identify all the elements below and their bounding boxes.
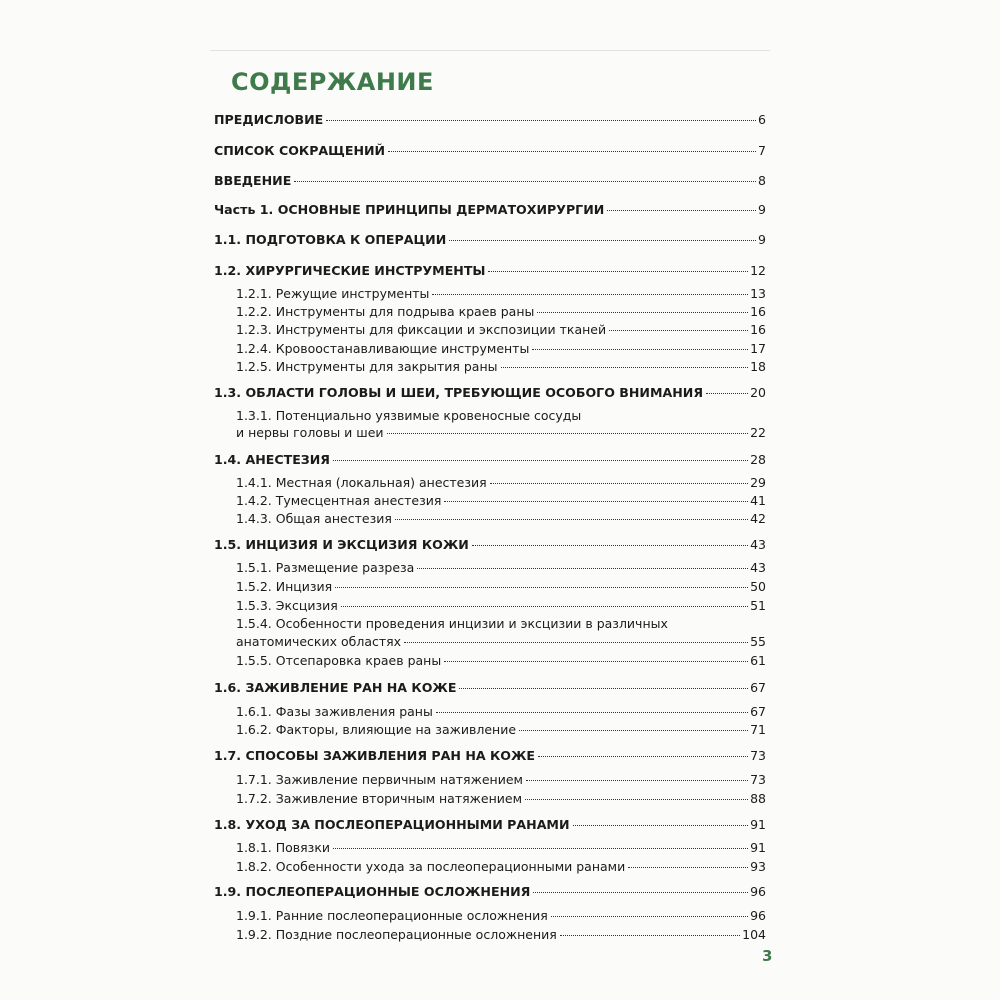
toc-entry-page: 9 <box>758 232 766 247</box>
toc-entry-label: 1.7.1. Заживление первичным натяжением <box>236 772 523 787</box>
toc-entry-label: 1.4.2. Тумесцентная анестезия <box>236 493 442 508</box>
toc-entry-label: 1.9. ПОСЛЕОПЕРАЦИОННЫЕ ОСЛОЖНЕНИЯ <box>214 884 531 899</box>
leader-dots <box>526 780 748 781</box>
toc-entry-page: 67 <box>750 680 766 695</box>
leader-dots <box>560 935 740 936</box>
toc-entry-page: 73 <box>750 748 766 763</box>
toc-entry-page: 42 <box>750 511 766 526</box>
toc-subentry[interactable] <box>236 286 766 302</box>
toc-entry-page: 16 <box>750 322 766 337</box>
toc-subentry[interactable] <box>236 304 766 320</box>
toc-entry-page: 91 <box>750 817 766 832</box>
toc-subentry[interactable] <box>236 704 766 720</box>
leader-dots <box>335 587 748 588</box>
leader-dots <box>432 294 748 295</box>
toc-entry-label: 1.1. ПОДГОТОВКА К ОПЕРАЦИИ <box>214 232 447 247</box>
leader-dots <box>501 367 749 368</box>
leader-dots <box>395 519 748 520</box>
toc-entry-label: 1.9.2. Поздние послеоперационные осложнения <box>236 927 557 942</box>
toc-entry-page: 41 <box>750 493 766 508</box>
toc-entry-page: 20 <box>750 385 766 400</box>
leader-dots <box>533 892 748 893</box>
toc-entry-page: 55 <box>750 634 766 649</box>
toc-entry-page: 93 <box>750 859 766 874</box>
toc-entry[interactable] <box>214 143 766 159</box>
toc-entry-label: 1.3. ОБЛАСТИ ГОЛОВЫ И ШЕИ, ТРЕБУЮЩИЕ ОСОБОГО ВНИМАНИЯ <box>214 385 704 400</box>
toc-entry-page: 8 <box>758 173 766 188</box>
toc-subentry[interactable] <box>236 359 766 375</box>
toc-entry-page: 9 <box>758 202 766 217</box>
toc-entry-label: СПИСОК СОКРАЩЕНИЙ <box>214 143 386 158</box>
toc-entry[interactable] <box>214 884 766 900</box>
toc-entry-label: 1.2.3. Инструменты для фиксации и экспозиции тканей <box>236 322 607 337</box>
leader-dots <box>404 642 748 643</box>
toc-entry-page: 104 <box>742 927 766 942</box>
leader-dots <box>326 120 756 121</box>
leader-dots <box>628 867 748 868</box>
page-title: СОДЕРЖАНИЕ <box>231 68 434 96</box>
toc-entry[interactable] <box>214 173 766 189</box>
toc-subentry[interactable] <box>236 840 766 856</box>
toc-subentry[interactable] <box>236 475 766 491</box>
toc-entry-label: 1.8. УХОД ЗА ПОСЛЕОПЕРАЦИОННЫМИ РАНАМИ <box>214 817 570 832</box>
toc-subentry[interactable] <box>236 634 766 650</box>
toc-subentry[interactable] <box>236 511 766 527</box>
toc-entry[interactable] <box>214 385 766 401</box>
leader-dots <box>333 460 748 461</box>
toc-entry-label: 1.2.1. Режущие инструменты <box>236 286 430 301</box>
toc-entry-page: 18 <box>750 359 766 374</box>
toc-subentry[interactable] <box>236 791 766 807</box>
leader-dots <box>490 483 748 484</box>
leader-dots <box>417 568 748 569</box>
leader-dots <box>488 271 748 272</box>
toc-entry-label: ПРЕДИСЛОВИЕ <box>214 112 324 127</box>
leader-dots <box>444 661 748 662</box>
toc-entry-page: 43 <box>750 560 766 575</box>
header-rule <box>210 50 770 51</box>
leader-dots <box>551 916 748 917</box>
leader-dots <box>706 393 748 394</box>
leader-dots <box>449 240 756 241</box>
toc-subentry[interactable] <box>236 425 766 441</box>
leader-dots <box>609 330 748 331</box>
toc-entry[interactable] <box>214 452 766 468</box>
toc-subentry[interactable] <box>236 493 766 509</box>
toc-entry-label: 1.5.2. Инцизия <box>236 579 333 594</box>
toc-entry[interactable] <box>214 202 766 218</box>
leader-dots <box>294 181 756 182</box>
leader-dots <box>607 210 756 211</box>
toc-entry-label: 1.2.5. Инструменты для закрытия раны <box>236 359 498 374</box>
leader-dots <box>519 730 748 731</box>
toc-entry-page: 17 <box>750 341 766 356</box>
page-number: 3 <box>762 947 773 965</box>
toc-entry[interactable] <box>214 537 766 553</box>
toc-entry-label: 1.6.1. Фазы заживления раны <box>236 704 433 719</box>
leader-dots <box>532 349 748 350</box>
toc-entry-label: 1.5.5. Отсепаровка краев раны <box>236 653 442 668</box>
toc-entry-page: 91 <box>750 840 766 855</box>
toc-entry[interactable] <box>214 263 766 279</box>
toc-entry-label: 1.5.1. Размещение разреза <box>236 560 415 575</box>
toc-subentry[interactable] <box>236 560 766 576</box>
toc-subentry[interactable] <box>236 722 766 738</box>
toc-subentry[interactable] <box>236 927 766 943</box>
toc-entry-page: 22 <box>750 425 766 440</box>
leader-dots <box>459 688 748 689</box>
leader-dots <box>436 712 748 713</box>
toc-entry-label: 1.5.3. Эксцизия <box>236 598 338 613</box>
toc-entry-label: 1.4.3. Общая анестезия <box>236 511 392 526</box>
toc-entry-page: 96 <box>750 884 766 899</box>
toc-entry[interactable] <box>214 232 766 248</box>
leader-dots <box>341 606 748 607</box>
toc-entry-page: 71 <box>750 722 766 737</box>
toc-entry-page: 51 <box>750 598 766 613</box>
leader-dots <box>472 545 748 546</box>
toc-entry-page: 12 <box>750 263 766 278</box>
toc-entry-label: 1.6.2. Факторы, влияющие на заживление <box>236 722 517 737</box>
toc-entry-page: 43 <box>750 537 766 552</box>
toc-entry-page: 29 <box>750 475 766 490</box>
toc-entry-page: 73 <box>750 772 766 787</box>
toc-entry-label: 1.2.4. Кровоостанавливающие инструменты <box>236 341 530 356</box>
toc-entry[interactable] <box>214 748 766 764</box>
toc-entry-page: 16 <box>750 304 766 319</box>
toc-subentry[interactable] <box>236 598 766 614</box>
leader-dots <box>525 799 748 800</box>
toc-entry-page: 50 <box>750 579 766 594</box>
toc-entry-label: 1.3.1. Потенциально уязвимые кровеносные сосуды <box>236 408 582 423</box>
toc-entry-page: 88 <box>750 791 766 806</box>
toc-entry-label: 1.5.4. Особенности проведения инцизии и эксцизии в различных <box>236 616 668 631</box>
toc-subentry[interactable] <box>236 341 766 357</box>
leader-dots <box>537 312 748 313</box>
toc-entry-page: 13 <box>750 286 766 301</box>
toc-entry-page: 6 <box>758 112 766 127</box>
toc-subentry[interactable] <box>236 579 766 595</box>
toc-entry-page: 7 <box>758 143 766 158</box>
leader-dots <box>573 825 749 826</box>
toc-entry-label: 1.2.2. Инструменты для подрыва краев раны <box>236 304 535 319</box>
toc-entry[interactable] <box>214 112 766 128</box>
toc-entry-continuation: анатомических областях <box>236 634 402 649</box>
toc-entry[interactable] <box>214 817 766 833</box>
toc-subentry[interactable] <box>236 653 766 669</box>
toc-subentry[interactable] <box>236 322 766 338</box>
toc-entry-page: 67 <box>750 704 766 719</box>
toc-subentry[interactable] <box>236 908 766 924</box>
toc-entry-page: 96 <box>750 908 766 923</box>
toc-entry-page: 61 <box>750 653 766 668</box>
toc-entry-label: Часть 1. ОСНОВНЫЕ ПРИНЦИПЫ ДЕРМАТОХИРУРГИИ <box>214 202 605 217</box>
toc-entry[interactable] <box>214 680 766 696</box>
toc-entry-label: 1.8.2. Особенности ухода за послеоперационными ранами <box>236 859 626 874</box>
toc-entry-label: 1.4.1. Местная (локальная) анестезия <box>236 475 487 490</box>
toc-entry-label: 1.8.1. Повязки <box>236 840 331 855</box>
toc-entry-label: 1.6. ЗАЖИВЛЕНИЕ РАН НА КОЖЕ <box>214 680 457 695</box>
leader-dots <box>387 433 749 434</box>
toc-entry-continuation: и нервы головы и шеи <box>236 425 384 440</box>
toc-subentry[interactable] <box>236 859 766 875</box>
toc-entry-page: 28 <box>750 452 766 467</box>
leader-dots <box>333 848 748 849</box>
toc-entry-label: 1.4. АНЕСТЕЗИЯ <box>214 452 330 467</box>
toc-entry-label: ВВЕДЕНИЕ <box>214 173 292 188</box>
toc-subentry[interactable] <box>236 772 766 788</box>
toc-entry-label: 1.7. СПОСОБЫ ЗАЖИВЛЕНИЯ РАН НА КОЖЕ <box>214 748 536 763</box>
toc-entry-label: 1.7.2. Заживление вторичным натяжением <box>236 791 523 806</box>
leader-dots <box>538 756 748 757</box>
leader-dots <box>388 151 756 152</box>
toc-entry-label: 1.9.1. Ранние послеоперационные осложнения <box>236 908 548 923</box>
toc-entry-label: 1.2. ХИРУРГИЧЕСКИЕ ИНСТРУМЕНТЫ <box>214 263 486 278</box>
toc-entry-label: 1.5. ИНЦИЗИЯ И ЭКСЦИЗИЯ КОЖИ <box>214 537 469 552</box>
leader-dots <box>444 501 748 502</box>
